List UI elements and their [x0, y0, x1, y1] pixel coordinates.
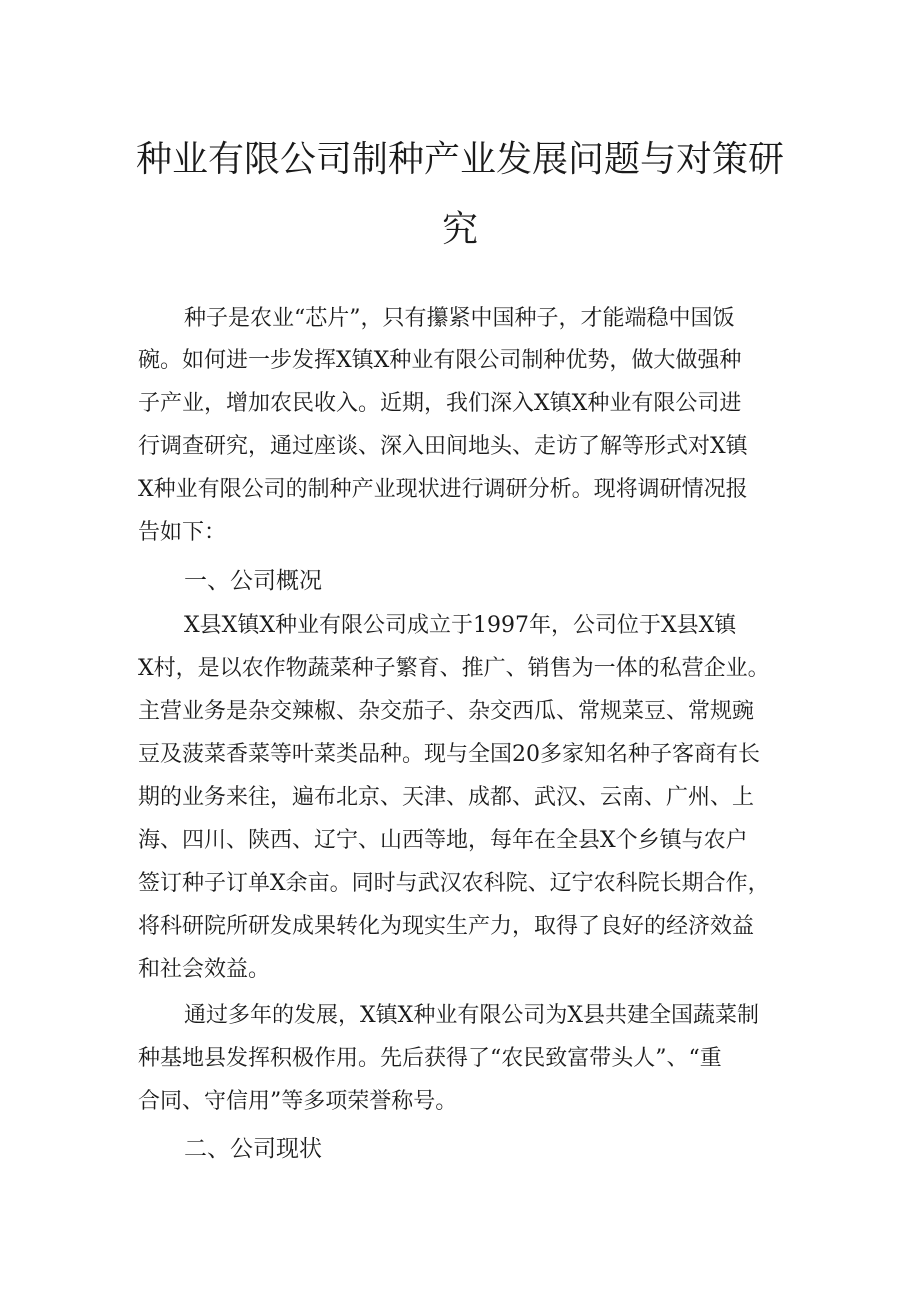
- document-title-line-1: 种业有限公司制种产业发展问题与对策研: [135, 139, 784, 180]
- section1-para1-line-4: 豆及菠菜香菜等叶菜类品种。现与全国20多家知名种子客商有长: [138, 742, 760, 767]
- document-title-line-2: 究: [441, 209, 478, 250]
- section-heading-company-overview: 一、公司概况: [184, 568, 322, 594]
- intro-line-5: X种业有限公司的制种产业现状进行调研分析。现将调研情况报: [138, 477, 748, 502]
- intro-line-4: 行调查研究，通过座谈、深入田间地头、走访了解等形式对X镇: [138, 434, 748, 459]
- section1-para1-line-9: 和社会效益。: [138, 957, 271, 982]
- section1-para2-line-3: 合同、守信用”等多项荣誉称号。: [138, 1089, 458, 1114]
- section1-para2-line-1: 通过多年的发展，X镇X种业有限公司为X县共建全国蔬菜制: [184, 1003, 759, 1028]
- section1-para1-line-2: X村，是以农作物蔬菜种子繁育、推广、销售为一体的私营企业。: [138, 656, 770, 681]
- intro-line-1: 种子是农业“芯片”，只有攥紧中国种子，才能端稳中国饭: [184, 306, 735, 331]
- intro-line-2: 碗。如何进一步发挥X镇X种业有限公司制种优势，做大做强种: [138, 348, 742, 373]
- section-heading-company-status: 二、公司现状: [184, 1136, 322, 1162]
- section1-para1-line-6: 海、四川、陕西、辽宁、山西等地，每年在全县X个乡镇与农户: [138, 828, 748, 853]
- intro-line-6: 告如下：: [138, 520, 227, 545]
- section1-para1-line-5: 期的业务来往，遍布北京、天津、成都、武汉、云南、广州、上: [138, 785, 755, 810]
- section1-para1-line-3: 主营业务是杂交辣椒、杂交茄子、杂交西瓜、常规菜豆、常规豌: [138, 699, 755, 724]
- section1-para1-line-1: X县X镇X种业有限公司成立于1997年，公司位于X县X镇: [184, 613, 737, 638]
- section1-para1-line-7: 签订种子订单X余亩。同时与武汉农科院、辽宁农科院长期合作，: [138, 871, 770, 896]
- section1-para2-line-2: 种基地县发挥积极作用。先后获得了“农民致富带头人”、“重: [138, 1046, 722, 1071]
- section1-para1-line-8: 将科研院所研发成果转化为现实生产力，取得了良好的经济效益: [138, 914, 755, 939]
- intro-line-3: 子产业，增加农民收入。近期，我们深入X镇X种业有限公司进: [138, 391, 742, 416]
